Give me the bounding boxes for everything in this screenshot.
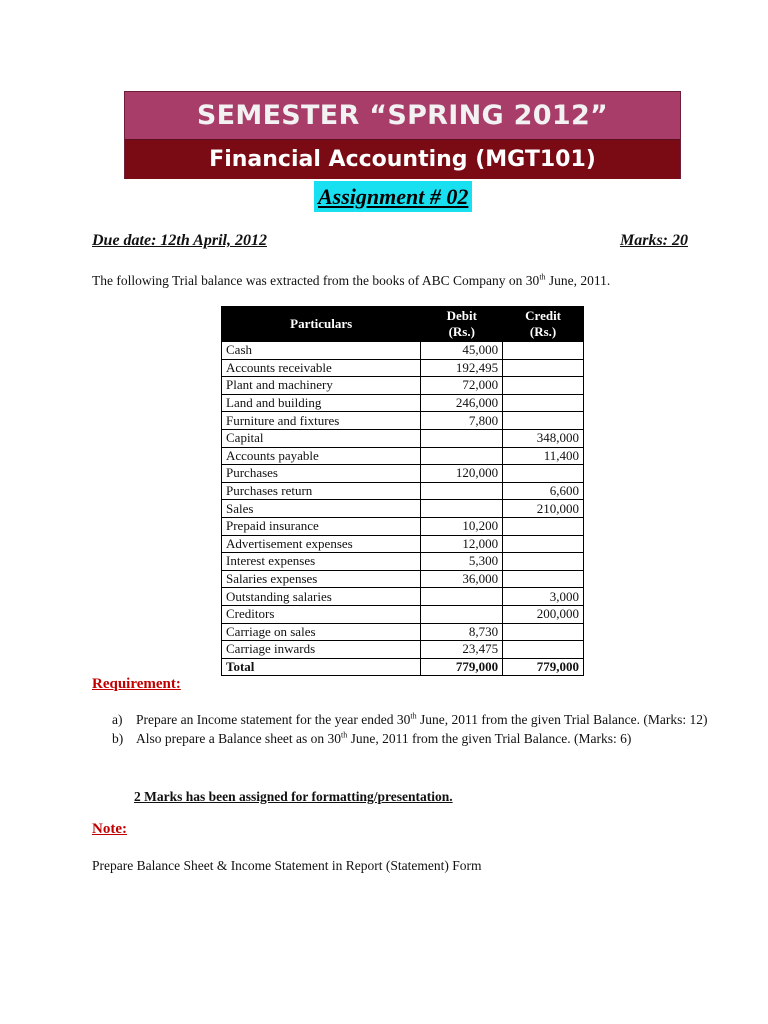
particular-cell: Accounts payable: [222, 447, 421, 465]
table-row: [222, 429, 584, 447]
credit-cell: [503, 535, 584, 553]
debit-cell: 5,300: [421, 553, 503, 571]
total-label: Total: [222, 658, 421, 676]
intro-text-end: June, 2011.: [545, 273, 611, 288]
debit-unit: (Rs.): [448, 324, 475, 339]
table-row: [222, 588, 584, 606]
debit-cell: [421, 429, 503, 447]
particular-cell: Carriage on sales: [222, 623, 421, 641]
particular-cell: Purchases return: [222, 482, 421, 500]
table-row: [222, 412, 584, 430]
table-row: [222, 465, 584, 483]
intro-paragraph: [92, 273, 712, 289]
requirement-text: Also prepare a Balance sheet as on 30th June, 2011 from the given Trial Balance. (Marks: 6): [136, 730, 632, 746]
debit-cell: 120,000: [421, 465, 503, 483]
debit-cell: 36,000: [421, 570, 503, 588]
particular-cell: Plant and machinery: [222, 377, 421, 395]
table-row: [222, 570, 584, 588]
credit-cell: [503, 517, 584, 535]
requirement-label: b): [112, 731, 124, 746]
credit-cell: 200,000: [503, 605, 584, 623]
particular-cell: Salaries expenses: [222, 570, 421, 588]
debit-cell: 8,730: [421, 623, 503, 641]
credit-cell: [503, 570, 584, 588]
debit-cell: [421, 500, 503, 518]
particular-cell: Capital: [222, 429, 421, 447]
particular-cell: Sales: [222, 500, 421, 518]
table-row: [222, 359, 584, 377]
particular-cell: Outstanding salaries: [222, 588, 421, 606]
particular-cell: Interest expenses: [222, 553, 421, 571]
requirement-text: Prepare an Income statement for the year ended 30th June, 2011 from the given Trial Balance. (Marks: 12): [136, 711, 708, 727]
total-debit: 779,000: [421, 658, 503, 676]
table-row: [222, 553, 584, 571]
credit-cell: [503, 641, 584, 659]
table-row: [222, 377, 584, 395]
credit-cell: [503, 553, 584, 571]
debit-cell: [421, 588, 503, 606]
intro-superscript: th: [539, 272, 546, 282]
credit-cell: [503, 359, 584, 377]
total-credit: 779,000: [503, 658, 584, 676]
trial-balance-table: [221, 306, 584, 676]
table-row: [222, 394, 584, 412]
credit-cell: [503, 465, 584, 483]
credit-cell: [503, 412, 584, 430]
credit-cell: 210,000: [503, 500, 584, 518]
particular-cell: Purchases: [222, 465, 421, 483]
table-row: [222, 517, 584, 535]
debit-cell: 246,000: [421, 394, 503, 412]
title-banner: [124, 91, 681, 179]
debit-cell: 10,200: [421, 517, 503, 535]
credit-cell: [503, 342, 584, 360]
credit-cell: 11,400: [503, 447, 584, 465]
table-row: [222, 623, 584, 641]
table-row: [222, 500, 584, 518]
particular-cell: Creditors: [222, 605, 421, 623]
debit-cell: 45,000: [421, 342, 503, 360]
requirement-label: a): [112, 712, 123, 727]
column-header-particulars: Particulars: [222, 307, 421, 342]
course-title: Financial Accounting (MGT101): [125, 140, 680, 179]
particular-cell: Cash: [222, 342, 421, 360]
assignment-number: Assignment # 02: [314, 181, 472, 212]
credit-cell: [503, 394, 584, 412]
particular-cell: Advertisement expenses: [222, 535, 421, 553]
requirement-item: [112, 729, 712, 748]
particular-cell: Land and building: [222, 394, 421, 412]
debit-cell: [421, 482, 503, 500]
debit-cell: 7,800: [421, 412, 503, 430]
note-text: Prepare Balance Sheet & Income Statement in Report (Statement) Form: [92, 858, 482, 873]
requirement-heading: Requirement:: [92, 676, 181, 692]
debit-cell: 12,000: [421, 535, 503, 553]
total-row: [222, 658, 584, 676]
due-date: Due date: 12th April, 2012: [92, 232, 267, 249]
column-header-credit: [503, 307, 584, 342]
credit-cell: [503, 377, 584, 395]
debit-cell: [421, 605, 503, 623]
credit-cell: 3,000: [503, 588, 584, 606]
credit-cell: [503, 623, 584, 641]
table-header-row: [222, 307, 584, 342]
credit-cell: 6,600: [503, 482, 584, 500]
debit-cell: 23,475: [421, 641, 503, 659]
credit-cell: 348,000: [503, 429, 584, 447]
table-row: [222, 605, 584, 623]
credit-unit: (Rs.): [529, 324, 557, 339]
table-row: [222, 482, 584, 500]
table-row: [222, 342, 584, 360]
debit-label: Debit: [446, 308, 477, 323]
particular-cell: Prepaid insurance: [222, 517, 421, 535]
requirement-list: [112, 710, 712, 748]
table-row: [222, 641, 584, 659]
column-header-debit: [421, 307, 503, 342]
particular-cell: Accounts receivable: [222, 359, 421, 377]
requirement-item: [112, 710, 712, 729]
particular-cell: Carriage inwards: [222, 641, 421, 659]
table-row: [222, 447, 584, 465]
debit-cell: 192,495: [421, 359, 503, 377]
note-heading: Note:: [92, 821, 127, 837]
debit-cell: 72,000: [421, 377, 503, 395]
particular-cell: Furniture and fixtures: [222, 412, 421, 430]
total-marks: Marks: 20: [619, 232, 688, 249]
credit-label: Credit: [525, 308, 562, 323]
formatting-note: 2 Marks has been assigned for formatting/presentation.: [134, 789, 453, 804]
semester-title: SEMESTER “SPRING 2012”: [125, 92, 680, 140]
debit-cell: [421, 447, 503, 465]
intro-text: The following Trial balance was extracted from the books of ABC Company on 30: [92, 273, 540, 288]
table-row: [222, 535, 584, 553]
